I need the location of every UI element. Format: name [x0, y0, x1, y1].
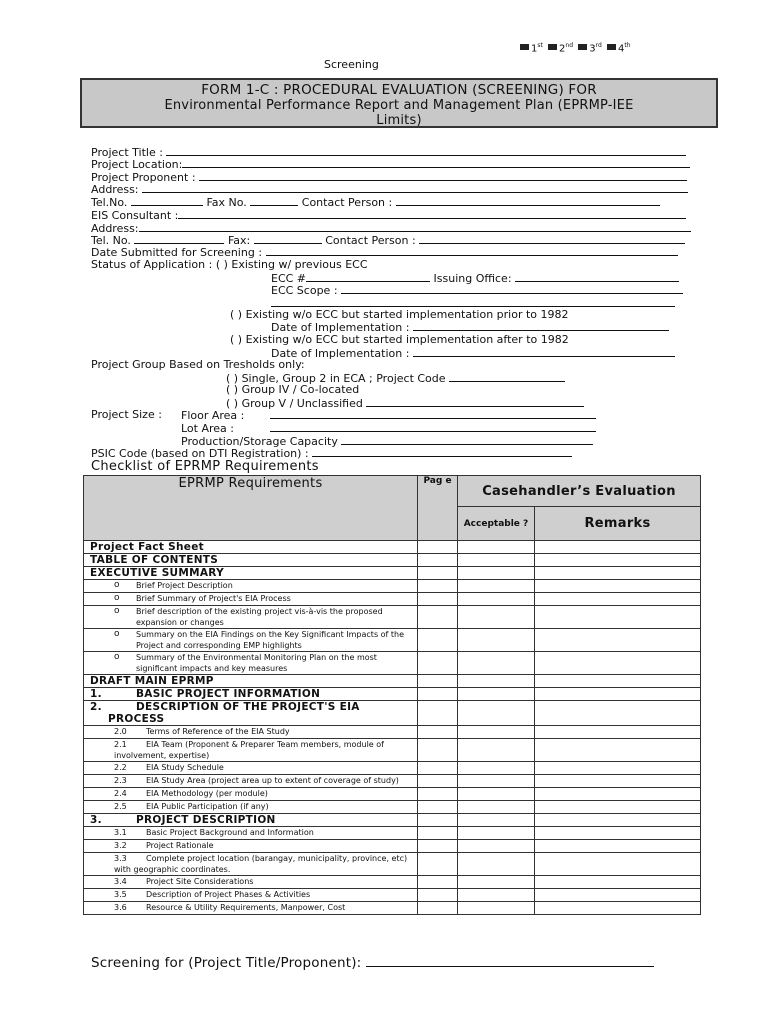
page-cell[interactable] [418, 840, 458, 853]
acceptable-cell[interactable] [458, 688, 535, 701]
acceptable-cell[interactable] [458, 739, 535, 762]
suffix-3: rd [595, 42, 602, 49]
acceptable-cell[interactable] [458, 827, 535, 840]
remarks-cell[interactable] [535, 801, 701, 814]
table-row [84, 701, 701, 726]
acceptable-cell[interactable] [458, 580, 535, 593]
acceptable-cell[interactable] [458, 701, 535, 726]
remarks-cell[interactable] [535, 606, 701, 629]
footer-screening-for[interactable] [91, 955, 654, 971]
lot-area-field[interactable] [181, 422, 596, 435]
item-number: 2.1 [114, 740, 127, 749]
date-submitted-label: Date Submitted for Screening : [91, 246, 263, 259]
remarks-cell[interactable] [535, 902, 701, 915]
group-v-label: ( ) Group V / Unclassified [226, 397, 363, 410]
requirement-text: EIA Public Participation (if any) [146, 802, 269, 811]
requirement-text: EIA Team (Proponent & Preparer Team members, module of involvement, expertise) [114, 740, 384, 760]
existing-after-row [230, 334, 569, 346]
acceptable-cell[interactable] [458, 853, 535, 876]
screen-num-1: 1 [531, 43, 538, 55]
fax2-input[interactable] [254, 234, 322, 244]
screen-num-4: 4 [617, 43, 625, 55]
existing-after-checkbox[interactable]: ( ) [230, 333, 243, 346]
remarks-cell[interactable] [535, 580, 701, 593]
page-cell[interactable] [418, 593, 458, 606]
page-cell[interactable] [418, 726, 458, 739]
bullet-icon: o [114, 593, 120, 603]
section-number: 3. [90, 814, 102, 826]
requirement-text: Terms of Reference of the EIA Study [146, 727, 290, 736]
ecc-scope-label: ECC Scope : [271, 284, 338, 297]
bullet-icon: o [114, 606, 120, 616]
screening-number-checkboxes [518, 42, 631, 54]
remarks-cell[interactable] [535, 675, 701, 688]
acceptable-cell[interactable] [458, 593, 535, 606]
page-cell[interactable] [418, 554, 458, 567]
date-impl2-label: Date of Implementation : [271, 347, 410, 360]
page-cell[interactable] [418, 688, 458, 701]
requirement-cell: EXECUTIVE SUMMARY [84, 567, 418, 580]
tel2-label: Tel. No. [91, 234, 131, 247]
page-cell[interactable] [418, 541, 458, 554]
form-title-line3: Limits) [376, 113, 422, 128]
acceptable-cell[interactable] [458, 788, 535, 801]
section-title: BASIC PROJECT INFORMATION [136, 688, 321, 700]
page-cell[interactable] [418, 876, 458, 889]
section-title: DESCRIPTION OF THE PROJECT'S EIA [136, 701, 360, 713]
table-row [84, 541, 701, 554]
requirement-text: EIA Study Schedule [146, 763, 224, 772]
remarks-cell[interactable] [535, 876, 701, 889]
requirement-cell [84, 788, 418, 801]
project-group-label: Project Group Based on Tresholds only: [91, 358, 305, 371]
table-row [84, 739, 701, 762]
col-header-casehandler: Casehandler’s Evaluation [458, 476, 701, 507]
checklist-table [83, 475, 701, 915]
status-application-row [91, 259, 368, 271]
screening-label: Screening [324, 58, 379, 71]
page-cell[interactable] [418, 775, 458, 788]
page-cell[interactable] [418, 827, 458, 840]
screen-num-3: 3 [589, 43, 596, 55]
checklist-heading: Checklist of EPRMP Requirements [91, 459, 319, 474]
ecc-input[interactable] [306, 272, 430, 282]
checkbox-2nd[interactable] [548, 44, 557, 50]
ecc-label: ECC # [271, 272, 307, 285]
tel-fax-contact-row [91, 196, 660, 209]
contact2-input[interactable] [419, 234, 685, 244]
tel-input[interactable] [131, 196, 203, 206]
issuing-office-input[interactable] [515, 272, 679, 282]
table-row [84, 902, 701, 915]
col-header-page: Pag e [418, 476, 458, 541]
item-number: 2.0 [114, 727, 127, 736]
screen-num-2: 2 [559, 43, 566, 55]
bullet-icon: o [114, 580, 120, 590]
existing-prior-checkbox[interactable]: ( ) [230, 308, 243, 321]
lot-area-label: Lot Area : [181, 422, 234, 435]
page-cell[interactable] [418, 629, 458, 652]
status-label: Status of Application : [91, 258, 213, 271]
bullet-icon: o [114, 629, 120, 639]
table-row [84, 652, 701, 675]
item-number: 2.4 [114, 789, 127, 798]
remarks-cell[interactable] [535, 726, 701, 739]
page-cell[interactable] [418, 567, 458, 580]
table-row [84, 593, 701, 606]
item-number: 3.3 [114, 854, 127, 863]
requirement-cell [84, 726, 418, 739]
address-field[interactable] [91, 183, 688, 196]
acceptable-cell[interactable] [458, 840, 535, 853]
project-location-label: Project Location: [91, 158, 183, 171]
acceptable-cell[interactable] [458, 554, 535, 567]
requirement-cell [84, 606, 418, 629]
acceptable-cell[interactable] [458, 726, 535, 739]
item-number: 3.2 [114, 841, 127, 850]
acceptable-cell[interactable] [458, 541, 535, 554]
section-number: 1. [90, 688, 102, 700]
fax2-label: Fax: [227, 234, 251, 247]
requirement-cell [84, 775, 418, 788]
requirement-cell [84, 593, 418, 606]
date-impl2-field[interactable] [271, 347, 675, 360]
requirement-text: Project Site Considerations [146, 877, 254, 886]
form-title-line2: Environmental Performance Report and Management Plan (EPRMP-IEE [164, 98, 634, 113]
requirement-text: Basic Project Background and Information [146, 828, 314, 837]
remarks-cell[interactable] [535, 567, 701, 580]
issuing-office-label: Issuing Office: [433, 272, 512, 285]
table-row [84, 606, 701, 629]
table-row [84, 567, 701, 580]
tel-label: Tel.No. [91, 196, 128, 209]
date-impl-label: Date of Implementation : [271, 321, 410, 334]
suffix-2: nd [565, 42, 574, 49]
col-header-remarks: Remarks [535, 507, 701, 541]
contact2-label: Contact Person : [325, 234, 416, 247]
requirement-cell [84, 701, 418, 726]
eis-consultant-field[interactable] [91, 209, 686, 222]
remarks-cell[interactable] [535, 853, 701, 876]
remarks-cell[interactable] [535, 593, 701, 606]
contact-input[interactable] [396, 196, 660, 206]
requirement-text: Brief Summary of Project's EIA Process [136, 594, 291, 603]
remarks-cell[interactable] [535, 701, 701, 726]
checkbox-4th[interactable] [607, 44, 616, 50]
remarks-cell[interactable] [535, 814, 701, 827]
page-cell[interactable] [418, 889, 458, 902]
project-size-label: Project Size : [91, 408, 162, 421]
requirement-text: Resource & Utility Requirements, Manpower, Cost [146, 903, 346, 912]
requirement-cell [84, 652, 418, 675]
section-number: 2. [90, 701, 102, 713]
requirement-text: Description of Project Phases & Activities [146, 890, 311, 899]
requirement-cell [84, 876, 418, 889]
requirement-cell [84, 688, 418, 701]
table-row [84, 876, 701, 889]
remarks-cell[interactable] [535, 788, 701, 801]
requirement-text: Complete project location (barangay, municipality, province, etc) with geographic coordinates. [114, 854, 408, 874]
ecc-scope-field[interactable] [271, 284, 683, 297]
checkbox-3rd[interactable] [578, 44, 587, 50]
page-cell[interactable] [418, 739, 458, 762]
section-title: PROJECT DESCRIPTION [136, 814, 276, 826]
remarks-cell[interactable] [535, 762, 701, 775]
contact-label: Contact Person : [301, 196, 393, 209]
requirement-cell [84, 762, 418, 775]
requirement-text: Brief Project Description [136, 581, 233, 590]
table-row [84, 801, 701, 814]
project-location-field[interactable] [91, 158, 690, 171]
page-cell[interactable] [418, 853, 458, 876]
floor-area-field[interactable] [181, 409, 596, 422]
requirement-cell: DRAFT MAIN EPRMP [84, 675, 418, 688]
table-row [84, 788, 701, 801]
footer-label: Screening for (Project Title/Proponent): [91, 955, 362, 971]
acceptable-cell[interactable] [458, 652, 535, 675]
item-number: 3.4 [114, 877, 127, 886]
psic-label: PSIC Code (based on DTI Registration) : [91, 447, 309, 460]
tel2-input[interactable] [134, 234, 224, 244]
table-row [84, 688, 701, 701]
page-cell[interactable] [418, 701, 458, 726]
existing-prior-label: Existing w/o ECC but started implementation prior to 1982 [245, 308, 569, 321]
table-row [84, 840, 701, 853]
existing-prior-row [230, 309, 569, 321]
remarks-cell[interactable] [535, 688, 701, 701]
project-proponent-label: Project Proponent : [91, 171, 196, 184]
remarks-cell[interactable] [535, 739, 701, 762]
requirement-cell [84, 801, 418, 814]
table-row [84, 629, 701, 652]
fax-input[interactable] [250, 196, 298, 206]
acceptable-cell[interactable] [458, 801, 535, 814]
group-iv-option[interactable]: ( ) Group IV / Co-located [226, 383, 360, 396]
remarks-cell[interactable] [535, 541, 701, 554]
project-title-label: Project Title : [91, 146, 163, 159]
existing-prev-label: Existing w/ previous ECC [231, 258, 368, 271]
status-option-checkbox[interactable]: ( ) [215, 258, 228, 271]
item-number: 3.5 [114, 890, 127, 899]
requirement-cell [84, 827, 418, 840]
table-row [84, 726, 701, 739]
requirement-text: Brief description of the existing project vis-à-vis the proposed expansion or changes [136, 607, 383, 627]
page-cell[interactable] [418, 652, 458, 675]
item-number: 2.2 [114, 763, 127, 772]
footer-input[interactable] [366, 955, 654, 967]
fax-label: Fax No. [206, 196, 247, 209]
bullet-icon: o [114, 652, 120, 662]
item-number: 3.6 [114, 903, 127, 912]
checkbox-1st[interactable] [520, 44, 529, 50]
table-row [84, 853, 701, 876]
remarks-cell[interactable] [535, 840, 701, 853]
acceptable-cell[interactable] [458, 675, 535, 688]
requirement-text: EIA Methodology (per module) [146, 789, 268, 798]
acceptable-cell[interactable] [458, 902, 535, 915]
table-row [84, 889, 701, 902]
acceptable-cell[interactable] [458, 814, 535, 827]
requirement-text: Summary of the Environmental Monitoring Plan on the most significant impacts and key measures [136, 653, 377, 673]
suffix-4: th [624, 42, 631, 49]
page-cell[interactable] [418, 788, 458, 801]
table-row [84, 827, 701, 840]
acceptable-cell[interactable] [458, 629, 535, 652]
table-row [84, 814, 701, 827]
address-label: Address: [91, 183, 139, 196]
table-row [84, 580, 701, 593]
eis-consultant-label: EIS Consultant : [91, 209, 179, 222]
remarks-cell[interactable] [535, 827, 701, 840]
page-cell[interactable] [418, 801, 458, 814]
single-group-label: ( ) Single, Group 2 in ECA ; Project Code [226, 372, 446, 385]
section-title-cont: PROCESS [108, 713, 165, 725]
page-cell[interactable] [418, 902, 458, 915]
address2-label: Address: [91, 222, 139, 235]
requirement-text: EIA Study Area (project area up to extent of coverage of study) [146, 776, 399, 785]
requirement-cell: TABLE OF CONTENTS [84, 554, 418, 567]
requirement-cell [84, 580, 418, 593]
table-row [84, 762, 701, 775]
requirement-cell [84, 889, 418, 902]
page-cell[interactable] [418, 814, 458, 827]
acceptable-cell[interactable] [458, 876, 535, 889]
acceptable-cell[interactable] [458, 762, 535, 775]
acceptable-cell[interactable] [458, 606, 535, 629]
table-row [84, 554, 701, 567]
page-cell[interactable] [418, 580, 458, 593]
col-header-acceptable: Acceptable ? [458, 507, 535, 541]
requirement-text: Summary on the EIA Findings on the Key Significant Impacts of the Project and corresponding EMP highlights [136, 630, 405, 650]
acceptable-cell[interactable] [458, 775, 535, 788]
requirement-cell [84, 629, 418, 652]
acceptable-cell[interactable] [458, 889, 535, 902]
requirement-cell [84, 739, 418, 762]
col-header-requirements: EPRMP Requirements [84, 476, 418, 541]
existing-after-label: Existing w/o ECC but started implementation after to 1982 [245, 333, 569, 346]
page-cell[interactable] [418, 606, 458, 629]
requirement-cell [84, 814, 418, 827]
requirement-cell [84, 840, 418, 853]
floor-area-label: Floor Area : [181, 409, 245, 422]
item-number: 2.5 [114, 802, 127, 811]
remarks-cell[interactable] [535, 554, 701, 567]
requirement-text: Project Rationale [146, 841, 214, 850]
table-row [84, 775, 701, 788]
requirement-cell [84, 902, 418, 915]
remarks-cell[interactable] [535, 629, 701, 652]
remarks-cell[interactable] [535, 652, 701, 675]
form-title-line1: FORM 1-C : PROCEDURAL EVALUATION (SCREENING) FOR [201, 82, 597, 98]
acceptable-cell[interactable] [458, 567, 535, 580]
item-number: 3.1 [114, 828, 127, 837]
page-cell[interactable] [418, 762, 458, 775]
requirement-cell [84, 853, 418, 876]
remarks-cell[interactable] [535, 775, 701, 788]
form-title-box [80, 78, 718, 128]
remarks-cell[interactable] [535, 889, 701, 902]
suffix-1: st [537, 42, 543, 49]
page-cell[interactable] [418, 675, 458, 688]
table-row [84, 675, 701, 688]
requirement-cell: Project Fact Sheet [84, 541, 418, 554]
production-label: Production/Storage Capacity [181, 435, 338, 448]
item-number: 2.3 [114, 776, 127, 785]
